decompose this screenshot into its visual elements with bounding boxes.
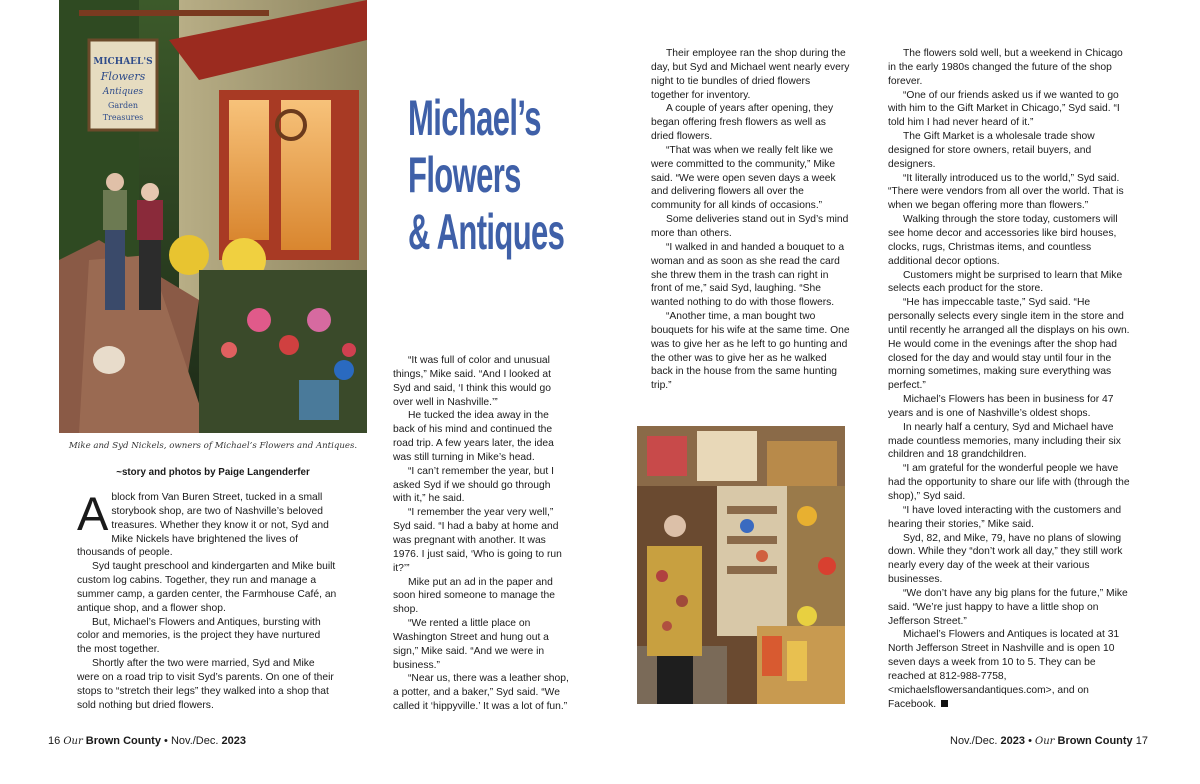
paragraph: “I can’t remember the year, but I asked Syd if we should go through with it,” he said. xyxy=(393,465,554,505)
paragraph: “He has impeccable taste,” Syd said. “He personally selects every single item in the store and until recently he arranged all the displays on his own. He would come in the evenings after the shop had closed for the day and would stay until four in the morning sometimes, making sure everything was perfect.” xyxy=(888,297,1130,392)
paragraph: “That was when we really felt like we were committed to the community,” Mike said. “We were open seven days a week and delivering flowers all over the community for all kinds of occasions.” xyxy=(651,144,836,212)
paragraph: Syd taught preschool and kindergarten and Mike built custom log cabins. Together, they run and manage a summer camp, a garden center, the Farmhouse Café, an antique shop, and a flower shop. xyxy=(77,561,337,614)
paragraph: Shortly after the two were married, Syd and Mike were on a road trip to visit Syd’s parents. On one of their stops to “stretch their legs” they walked into a shop that sold nothing but dried flowers. xyxy=(77,658,334,711)
paragraph: Some deliveries stand out in Syd’s mind more than others. xyxy=(651,214,849,239)
sign-line5: Treasures xyxy=(102,113,144,122)
paragraph: “I am grateful for the wonderful people we have had the opportunity to share our life with (through the shop),” Syd said. xyxy=(888,463,1130,502)
issue-right: Nov./Dec. xyxy=(950,735,998,747)
column-1 xyxy=(77,487,337,713)
year-right: 2023 xyxy=(1000,735,1026,747)
title-line-3: & Antiques xyxy=(408,204,565,260)
magazine-our: Our xyxy=(1035,736,1055,747)
end-mark-icon xyxy=(941,700,948,707)
shop-interior-photo xyxy=(637,426,845,704)
title-line-1: Michael’s xyxy=(408,90,541,146)
sign-line1: MICHAEL'S xyxy=(93,57,153,67)
paragraph: “I remember the year very well,” Syd said. “I had a baby at home and was pregnant with another. It was 1976. I just said, ‘Who is going to run it?’” xyxy=(393,507,562,574)
page-number-left: 16 xyxy=(48,735,61,747)
paragraph: Michael’s Flowers and Antiques is located at 31 North Jefferson Street in Nashville and is open 10 seven days a week from 10 to 5. They can be reached at 812-988-7758, <michaelsflowersandantiques.com>, and on Facebook. xyxy=(888,629,1120,710)
article-title xyxy=(408,90,565,261)
paragraph: “We don’t have any big plans for the future,” Mike said. “We’re just happy to have a little shop on Jefferson Street.” xyxy=(888,587,1128,627)
paragraph: Their employee ran the shop during the day, but Syd and Michael went nearly every night to tie bundles of dried flowers together for inventory. xyxy=(651,48,850,101)
paragraph: “One of our friends asked us if we wanted to go with him to the Gift Market in Chicago,” Syd said. “I told him I had never heard of it.” xyxy=(888,89,1120,129)
paragraph: “Another time, a man bought two bouquets for his wife at the same time. One was to give her as he left to go hunting and the other was to give her as he walked back in the house from the same hunting trip.” xyxy=(651,311,850,392)
paragraph: Walking through the store today, customers will see home decor and accessories like bird houses, clocks, rugs, Christmas items, and countless additional decor options. xyxy=(888,214,1118,267)
paragraph: “We rented a little place on Washington Street and hung out a sign,” Mike said. “And we were in business.” xyxy=(393,618,549,671)
byline: ~story and photos by Paige Langenderfer xyxy=(116,467,310,478)
issue-left: Nov./Dec. xyxy=(170,735,219,747)
paragraph: Michael’s Flowers has been in business for 47 years and is one of Nashville’s oldest shops. xyxy=(888,394,1114,419)
sign-line3: Antiques xyxy=(102,87,144,97)
paragraph: “Near us, there was a leather shop, a potter, and a baker,” Syd said. “We called it ‘hippyville.’ It was a lot of fun.” xyxy=(393,673,569,713)
paragraph: Customers might be surprised to learn that Mike selects each product for the store. xyxy=(888,269,1123,295)
paragraph: “I walked in and handed a bouquet to a woman and as soon as she read the card she threw them in the trash can right in front of me,” said Syd, laughing. “She wanted nothing to do with those flowers. xyxy=(651,241,845,309)
paragraph: The flowers sold well, but a weekend in Chicago in the early 1980s changed the future of the shop forever. xyxy=(888,48,1123,87)
year-left: 2023 xyxy=(221,735,246,747)
paragraph: Syd, 82, and Mike, 79, have no plans of slowing down. While they “don’t work all day,” they still work nearly every day of the week at their various businesses. xyxy=(888,532,1123,586)
paragraph: “It literally introduced us to the world,” Syd said. “There were vendors from all over the world. That is when we began offering more than flowers.” xyxy=(888,172,1124,212)
paragraph: “It was full of color and unusual things,” Mike said. “And I looked at Syd and said, ‘I think this would go over well in Nashville.’” xyxy=(393,355,551,408)
column-3 xyxy=(651,47,850,393)
drop-cap: A xyxy=(77,487,109,540)
paragraph: “I have loved interacting with the customers and hearing their stories,” Mike said. xyxy=(888,504,1122,530)
paragraph: Mike put an ad in the paper and soon hired someone to manage the shop. xyxy=(393,576,556,616)
paragraph: The Gift Market is a wholesale trade show designed for store owners, retail buyers, and designers. xyxy=(888,131,1095,170)
magazine-name: Brown County xyxy=(85,735,161,747)
paragraph: He tucked the idea away in the back of his mind and continued the road trip. A few years later, the idea was still turning in Mike’s head. xyxy=(393,410,554,463)
paragraph: Ablock from Van Buren Street, tucked in a small storybook shop, are two of Nashville’s beloved treasures. Whether they know it or not, Syd and Mike Nickels have brightened the lives of thousands of people. xyxy=(77,487,329,559)
photo-caption: Mike and Syd Nickels, owners of Michael’s Flowers and Antiques. xyxy=(68,441,358,451)
footer-left: 16 Our Brown County • Nov./Dec. 2023 xyxy=(48,735,246,747)
paragraph: A couple of years after opening, they began offering fresh flowers as well as dried flowers. xyxy=(651,103,834,143)
paragraph: But, Michael’s Flowers and Antiques, bursting with color and memories, is the project they have nurtured the most together. xyxy=(77,616,321,656)
title-line-2: Flowers xyxy=(408,147,521,203)
magazine-our: Our xyxy=(63,736,83,747)
footer-right: Nov./Dec. 2023 • Our Brown County 17 xyxy=(950,735,1148,747)
page-number-right: 17 xyxy=(1135,735,1148,747)
magazine-name: Brown County xyxy=(1057,735,1133,747)
sign-line4: Garden xyxy=(108,101,138,110)
column-4 xyxy=(888,47,1130,712)
storefront-photo xyxy=(59,0,367,433)
column-2 xyxy=(393,354,570,714)
sign-line2: Flowers xyxy=(100,70,146,83)
paragraph: In nearly half a century, Syd and Michael have made countless memories, many including their six children and 18 grandchildren. xyxy=(888,421,1121,461)
